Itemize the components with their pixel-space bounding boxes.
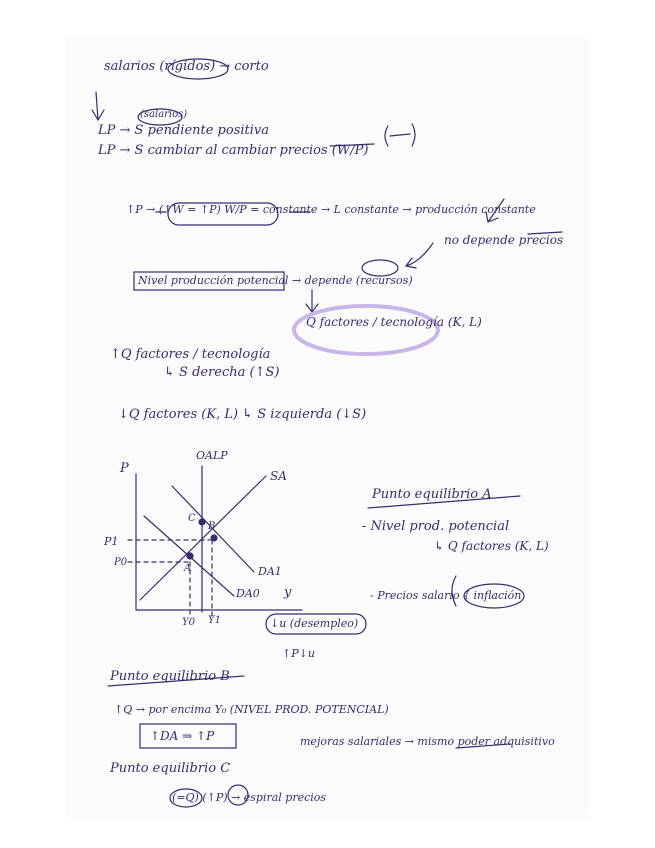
graph-da1-label: DA1 (258, 565, 282, 578)
graph-p0-label: P0 (114, 557, 128, 568)
graph-point-b-label: B (208, 521, 216, 532)
note-line-21: (=Q) (↑P) → espiral precios (172, 791, 327, 804)
note-line-07: Nivel producción potencial → depende (recursos) (138, 274, 413, 287)
graph-y1-label: Y1 (208, 615, 221, 626)
q-factores-highlight (294, 306, 438, 354)
note-line-18: ↑DA ⇒ ↑P (150, 729, 215, 743)
down-arrow-icon (92, 92, 104, 120)
note-line-12: Punto equilibrio A (372, 487, 492, 502)
wp-paren (385, 124, 415, 146)
graph-pu-note: ↑P↓u (282, 647, 315, 660)
note-line-03: LP → S pendiente positiva (98, 123, 270, 138)
arrow-recursos-icon (406, 243, 433, 268)
point-b (211, 535, 217, 541)
graph-p1-label: P1 (104, 535, 119, 548)
note-line-15: - Precios salario { inflación (370, 589, 522, 602)
graph-point-c-label: C (188, 513, 196, 524)
note-line-11: ↓Q factores (K, L) ↳ S izquierda (↓S) (118, 407, 367, 422)
note-line-04: LP → S cambiar al cambiar precios (W/P) (98, 143, 369, 158)
note-line-01: salarios (rígidos) → corto (104, 59, 269, 74)
note-line-09: ↑Q factores / tecnología (110, 347, 271, 362)
graph-axes (136, 474, 302, 610)
note-line-02: (salarios) (140, 109, 188, 120)
note-line-13: - Nivel prod. potencial (362, 519, 510, 534)
graph-p-axis-label: P (120, 461, 129, 476)
graph-da0-label: DA0 (236, 587, 260, 600)
note-line-10: ↳ S derecha (↑S) (164, 365, 280, 380)
graph-y0-label: Y0 (182, 617, 195, 628)
note-line-16: Punto equilibrio B (110, 669, 230, 684)
graph-point-a-label: A (184, 563, 192, 574)
graph-guides (128, 540, 212, 616)
graph-sa-label: SA (270, 469, 287, 483)
graph-y-axis-label: y (284, 585, 292, 600)
graph-olp-label: OALP (196, 449, 228, 462)
point-c (199, 519, 205, 525)
down-arrow-2-icon (306, 290, 318, 312)
sa-line (140, 476, 266, 600)
note-line-08: Q factores / tecnología (K, L) (306, 315, 482, 329)
note-line-20: mejoras salariales → mismo poder adquisitivo (300, 735, 555, 748)
point-a (187, 553, 193, 559)
note-line-14: ↳ Q factores (K, L) (434, 539, 549, 553)
note-line-06: no depende precios (444, 233, 564, 247)
note-line-19: Punto equilibrio C (110, 761, 231, 776)
note-line-05: ↑P → (↑W = ↑P) W/P = constante → L constante → producción constante (126, 203, 536, 216)
graph-u-note: ↓u (desempleo) (270, 617, 359, 630)
note-line-17: ↑Q → por encima Y₀ (NIVEL PROD. POTENCIAL) (114, 703, 389, 716)
